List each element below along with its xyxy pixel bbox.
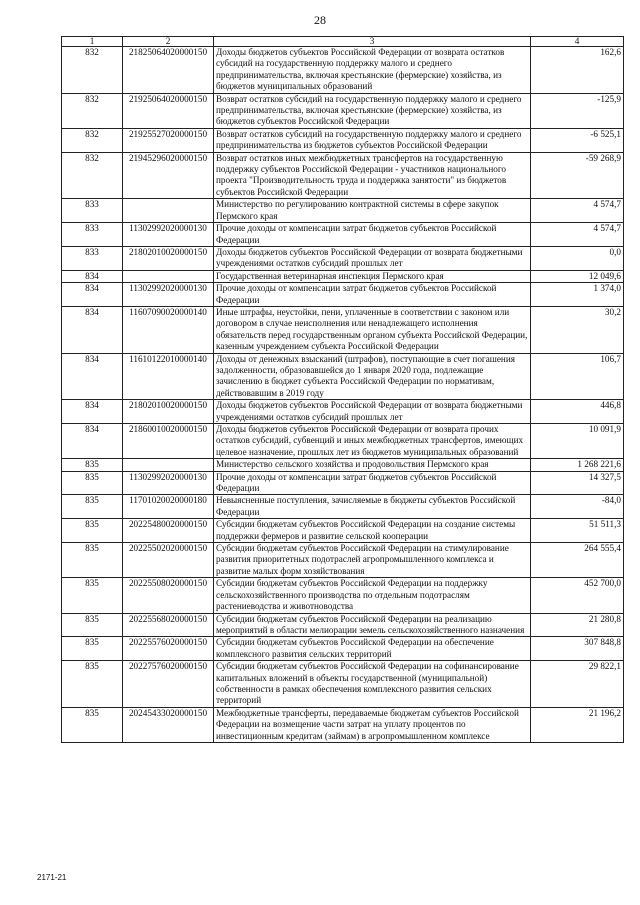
amount-cell: 30,2 [531,306,624,353]
income-name-cell: Возврат остатков субсидий на государственную поддержку малого и среднего предпринимательства из бюджетов субъектов Российской Федерации [214,128,531,152]
admin-code-cell: 834 [62,400,123,424]
admin-code-cell: 835 [62,543,123,578]
table-row [62,270,624,282]
income-name-cell: Доходы бюджетов субъектов Российской Федерации от возврата бюджетными учреждениями остатков субсидий прошлых лет [214,400,531,424]
budget-code-cell: 11607090020000140 [123,306,214,353]
table-row [62,661,624,708]
budget-code-cell [123,459,214,471]
table-row [62,578,624,613]
budget-code-cell [123,199,214,223]
admin-code-cell: 835 [62,495,123,519]
table-row [62,306,624,353]
budget-code-cell: 20227576020000150 [123,661,214,708]
table-row [62,495,624,519]
income-name-cell: Возврат остатков иных межбюджетных трансфертов на государственную поддержку субъектов Российской Федерации - участников национального проекта "Производительность труда и поддержка занятости" из бюджетов субъектов Российской Федерации [214,152,531,199]
income-name-cell: Доходы от денежных взысканий (штрафов), поступающие в счет погашения задолженности, образовавшейся до 1 января 2020 года, подлежащие зачислению в бюджет субъекта Российской Федерации по нормативам, действовавшим в 2019 году [214,353,531,400]
budget-code-cell: 11302992020000130 [123,223,214,247]
income-name-cell: Доходы бюджетов субъектов Российской Федерации от возврата бюджетными учреждениями остатков субсидий прошлых лет [214,246,531,270]
table-row [62,246,624,270]
budget-code-cell: 20225508020000150 [123,578,214,613]
admin-code-cell: 835 [62,661,123,708]
amount-cell: 4 574,7 [531,223,624,247]
table-row [62,47,624,94]
admin-code-cell: 832 [62,93,123,128]
amount-cell: -125,9 [531,93,624,128]
admin-code-cell: 835 [62,613,123,637]
table-row [62,223,624,247]
budget-code-cell: 20225502020000150 [123,543,214,578]
table-row [62,613,624,637]
table-row [62,519,624,543]
budget-code-cell: 20225576020000150 [123,637,214,661]
admin-code-cell: 834 [62,283,123,307]
budget-code-cell: 21945296020000150 [123,152,214,199]
column-header: 4 [531,37,624,47]
amount-cell: 4 574,7 [531,199,624,223]
income-name-cell: Министерство сельского хозяйства и продовольствия Пермского края [214,459,531,471]
admin-code-cell: 835 [62,519,123,543]
income-name-cell: Субсидии бюджетам субъектов Российской Федерации на софинансирование капитальных вложений в объекты государственной (муниципальной) собственности в рамках обеспечения комплексного развития сельских территорий [214,661,531,708]
table-row [62,283,624,307]
amount-cell: 264 555,4 [531,543,624,578]
amount-cell: 14 327,5 [531,471,624,495]
budget-code-cell: 21825064020000150 [123,47,214,94]
table-row [62,152,624,199]
table-row [62,93,624,128]
admin-code-cell: 833 [62,246,123,270]
admin-code-cell: 835 [62,637,123,661]
income-name-cell: Субсидии бюджетам субъектов Российской Федерации на реализацию мероприятий в области мелиорации земель сельскохозяйственного назначения [214,613,531,637]
budget-code-cell: 21925064020000150 [123,93,214,128]
amount-cell: 21 280,8 [531,613,624,637]
table-row [62,459,624,471]
amount-cell: 162,6 [531,47,624,94]
admin-code-cell: 834 [62,353,123,400]
admin-code-cell: 833 [62,223,123,247]
amount-cell: -84,0 [531,495,624,519]
table-row [62,471,624,495]
budget-table [61,36,624,743]
income-name-cell: Доходы бюджетов субъектов Российской Федерации от возврата остатков субсидий на государственную поддержку малого и среднего предпринимательства, включая крестьянские (фермерские) хозяйства, из бюджетов муниципальных образований [214,47,531,94]
income-name-cell: Иные штрафы, неустойки, пени, уплаченные в соответствии с законом или договором в случае неисполнения или ненадлежащего исполнения обязательств перед государственным органом субъекта Российской Федерации, казенным учреждением субъекта Российской Федерации [214,306,531,353]
budget-code-cell: 21802010020000150 [123,246,214,270]
amount-cell: -59 268,9 [531,152,624,199]
budget-code-cell: 21802010020000150 [123,400,214,424]
income-name-cell: Министерство по регулированию контрактной системы в сфере закупок Пермского края [214,199,531,223]
budget-code-cell: 11302992020000130 [123,283,214,307]
admin-code-cell: 835 [62,471,123,495]
income-name-cell: Невыясненные поступления, зачисляемые в бюджеты субъектов Российской Федерации [214,495,531,519]
budget-code-cell: 20245433020000150 [123,707,214,742]
budget-code-cell: 21860010020000150 [123,424,214,459]
table-row [62,353,624,400]
income-name-cell: Прочие доходы от компенсации затрат бюджетов субъектов Российской Федерации [214,471,531,495]
admin-code-cell: 834 [62,424,123,459]
admin-code-cell: 832 [62,47,123,94]
budget-code-cell: 11302992020000130 [123,471,214,495]
table-row [62,199,624,223]
income-name-cell: Субсидии бюджетам субъектов Российской Федерации на стимулирование развития приоритетных подотраслей агропромышленного комплекса и развитие малых форм хозяйствования [214,543,531,578]
budget-code-cell: 11701020020000180 [123,495,214,519]
table-row [62,128,624,152]
budget-code-cell: 20225568020000150 [123,613,214,637]
income-name-cell: Субсидии бюджетам субъектов Российской Федерации на поддержку сельскохозяйственного производства по отдельным подотраслям растениеводства и животноводства [214,578,531,613]
table-row [62,543,624,578]
income-name-cell: Межбюджетные трансферты, передаваемые бюджетам субъектов Российской Федерации на возмещение части затрат на уплату процентов по инвестиционным кредитам (займам) в агропромышленном комплексе [214,707,531,742]
income-name-cell: Государственная ветеринарная инспекция Пермского края [214,270,531,282]
admin-code-cell: 835 [62,707,123,742]
page-number: 28 [314,13,326,27]
budget-code-cell: 11610122010000140 [123,353,214,400]
table-row [62,637,624,661]
admin-code-cell: 834 [62,306,123,353]
amount-cell: 10 091,9 [531,424,624,459]
amount-cell: 12 049,6 [531,270,624,282]
column-number-row [62,37,624,47]
income-name-cell: Прочие доходы от компенсации затрат бюджетов субъектов Российской Федерации [214,283,531,307]
column-header: 1 [62,37,123,47]
admin-code-cell: 832 [62,128,123,152]
income-name-cell: Субсидии бюджетам субъектов Российской Федерации на создание системы поддержки фермеров и развитие сельской кооперации [214,519,531,543]
footer-code: 2171-21 [37,873,67,882]
budget-code-cell: 20225480020000150 [123,519,214,543]
table-row [62,707,624,742]
amount-cell: 29 822,1 [531,661,624,708]
amount-cell: 446,8 [531,400,624,424]
amount-cell: 51 511,3 [531,519,624,543]
income-name-cell: Прочие доходы от компенсации затрат бюджетов субъектов Российской Федерации [214,223,531,247]
admin-code-cell: 835 [62,459,123,471]
amount-cell: 0,0 [531,246,624,270]
table-row [62,424,624,459]
admin-code-cell: 835 [62,578,123,613]
income-name-cell: Субсидии бюджетам субъектов Российской Федерации на обеспечение комплексного развития сельских территорий [214,637,531,661]
amount-cell: 21 196,2 [531,707,624,742]
income-name-cell: Доходы бюджетов субъектов Российской Федерации от возврата прочих остатков субсидий, субвенций и иных межбюджетных трансфертов, имеющих целевое назначение, прошлых лет из бюджетов муниципальных образований [214,424,531,459]
amount-cell: 307 848,8 [531,637,624,661]
admin-code-cell: 832 [62,152,123,199]
income-name-cell: Возврат остатков субсидий на государственную поддержку малого и среднего предпринимательства, включая крестьянские (фермерские) хозяйства, из бюджетов субъектов Российской Федерации [214,93,531,128]
budget-code-cell: 21925527020000150 [123,128,214,152]
column-header: 3 [214,37,531,47]
amount-cell: 1 374,0 [531,283,624,307]
admin-code-cell: 833 [62,199,123,223]
column-header: 2 [123,37,214,47]
admin-code-cell: 834 [62,270,123,282]
amount-cell: 1 268 221,6 [531,459,624,471]
table-row [62,400,624,424]
amount-cell: -6 525,1 [531,128,624,152]
amount-cell: 106,7 [531,353,624,400]
budget-code-cell [123,270,214,282]
amount-cell: 452 700,0 [531,578,624,613]
